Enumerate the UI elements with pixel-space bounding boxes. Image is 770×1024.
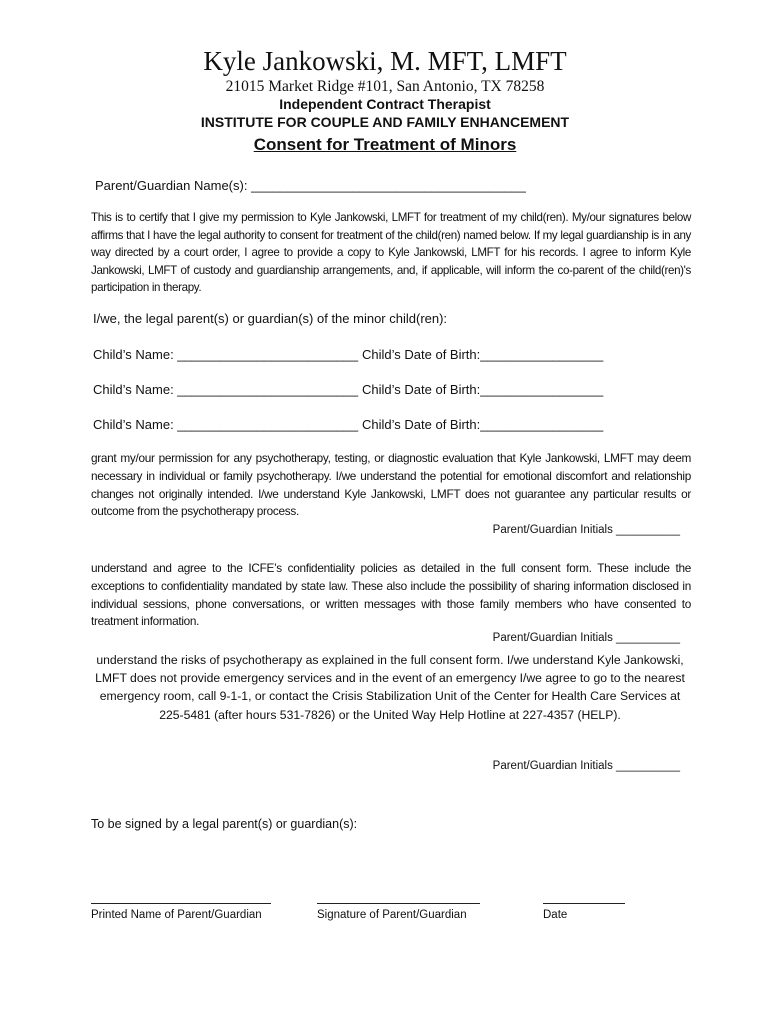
guardian-name-blank[interactable]: ______________________________________ bbox=[251, 178, 526, 193]
child-dob-label: Child’s Date of Birth: bbox=[362, 417, 481, 432]
child-dob-blank[interactable]: _________________ bbox=[480, 417, 604, 432]
initials-blank[interactable]: __________ bbox=[616, 632, 680, 644]
initials-field[interactable] bbox=[493, 760, 680, 772]
child-dob-label: Child’s Date of Birth: bbox=[362, 347, 481, 362]
risks-paragraph: understand the risks of psychotherapy as explained in the full consent form. I/we understand Kyle Jankowski, LMFT does not provide emergency services and in the event of an emergency I/we agree to go to the nearest emergency room, call 9-1-1, or contact the Crisis Stabilization Unit of the Center for Health Care Services at 225-5481 (after hours 531-7826) or the United Way Help Hotline at 227-4357 (HELP). bbox=[95, 653, 685, 722]
signed-by-line: To be signed by a legal parent(s) or guardian(s): bbox=[91, 817, 358, 831]
child-dob-blank[interactable]: _________________ bbox=[480, 382, 604, 397]
child-dob-row[interactable] bbox=[362, 417, 603, 432]
date-line[interactable] bbox=[543, 903, 625, 904]
form-title: Consent for Treatment of Minors bbox=[253, 135, 517, 154]
child-dob-row[interactable] bbox=[362, 382, 603, 397]
confidentiality-paragraph: understand and agree to the ICFE’s confidentiality policies as detailed in the full consent form. These include the exceptions to confidentiality mandated by state law. These also include the possibility of sharing information disclosed in individual sessions, phone conversations, or written messages with those family members who have consented to treatment information. bbox=[91, 561, 691, 629]
date-label: Date bbox=[543, 909, 568, 921]
initials-blank[interactable]: __________ bbox=[616, 524, 680, 536]
child-name-label: Child’s Name: bbox=[93, 382, 178, 397]
signature-line[interactable] bbox=[317, 903, 480, 904]
child-name-label: Child’s Name: bbox=[93, 347, 178, 362]
therapist-role: Independent Contract Therapist bbox=[279, 96, 491, 112]
child-row[interactable] bbox=[93, 347, 358, 362]
therapist-name: Kyle Jankowski, M. MFT, LMFT bbox=[203, 46, 567, 76]
permission-paragraph: grant my/our permission for any psychotherapy, testing, or diagnostic evaluation that Kyle Jankowski, LMFT may deem necessary in individual or family psychotherapy. I/we understand the potential for emotional discomfort and relationship changes not originally intended. I/we understand Kyle Jankowski, LMFT does not guarantee any particular results or outcome from the psychotherapy process. bbox=[91, 451, 691, 519]
child-name-blank[interactable]: _________________________ bbox=[177, 382, 359, 397]
initials-label: Parent/Guardian Initials bbox=[492, 632, 617, 644]
child-row[interactable] bbox=[93, 417, 358, 432]
certify-paragraph: This is to certify that I give my permission to Kyle Jankowski, LMFT for treatment of my child(ren). My/our signatures below affirms that I have the legal authority to consent for treatment of the child(ren) named below. If my legal guardianship is in any way directed by a court order, I agree to provide a copy to Kyle Jankowski, LMFT for his records. I agree to inform Kyle Jankowski, LMFT of custody and guardianship arrangements, and, if applicable, will inform the co-parent of the child(ren)'s participation in therapy. bbox=[91, 211, 691, 295]
initials-field[interactable] bbox=[493, 632, 680, 644]
legal-parent-line: I/we, the legal parent(s) or guardian(s) of the minor child(ren): bbox=[93, 311, 448, 326]
child-dob-row[interactable] bbox=[362, 347, 603, 362]
therapist-address: 21015 Market Ridge #101, San Antonio, TX 78258 bbox=[225, 78, 545, 95]
initials-label: Parent/Guardian Initials bbox=[492, 524, 617, 536]
printed-name-label: Printed Name of Parent/Guardian bbox=[91, 909, 262, 921]
child-dob-blank[interactable]: _________________ bbox=[480, 347, 604, 362]
guardian-name-label: Parent/Guardian Name(s): bbox=[95, 178, 252, 193]
child-dob-label: Child’s Date of Birth: bbox=[362, 382, 481, 397]
child-name-label: Child’s Name: bbox=[93, 417, 178, 432]
institute-name: INSTITUTE FOR COUPLE AND FAMILY ENHANCEMENT bbox=[200, 114, 570, 130]
printed-name-line[interactable] bbox=[91, 903, 271, 904]
child-name-blank[interactable]: _________________________ bbox=[177, 347, 359, 362]
initials-label: Parent/Guardian Initials bbox=[492, 760, 617, 772]
signature-label: Signature of Parent/Guardian bbox=[317, 909, 467, 921]
child-row[interactable] bbox=[93, 382, 358, 397]
initials-field[interactable] bbox=[493, 524, 680, 536]
initials-blank[interactable]: __________ bbox=[616, 760, 680, 772]
guardian-name-row[interactable] bbox=[95, 178, 526, 193]
child-name-blank[interactable]: _________________________ bbox=[177, 417, 359, 432]
